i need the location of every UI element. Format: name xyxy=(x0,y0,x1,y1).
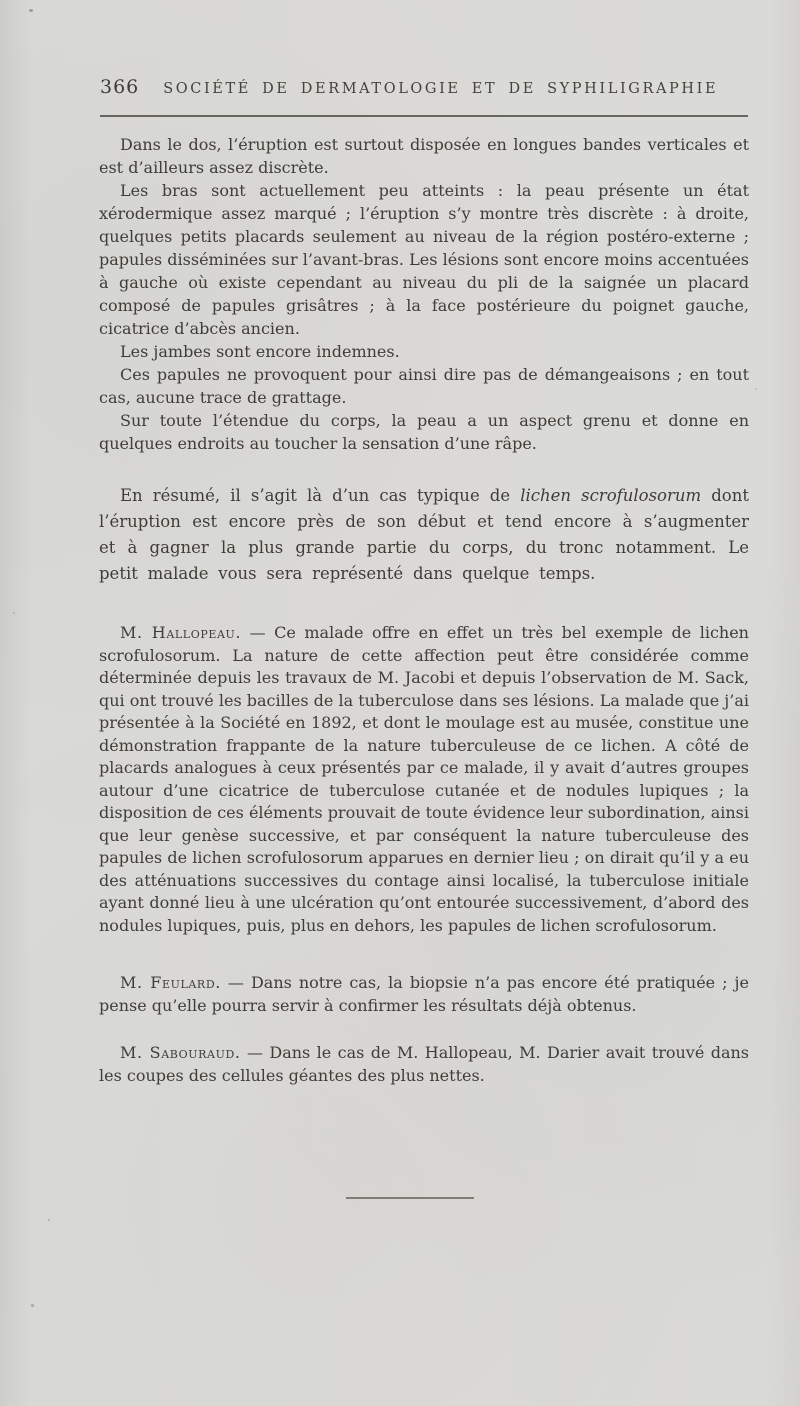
resume-lead: En résumé, il s’agit là d’un cas typique de xyxy=(120,486,521,505)
paragraph-jambes: Les jambes sont encore indemnes. xyxy=(120,342,400,361)
discussion-feulard xyxy=(99,972,749,1017)
discussion-hallopeau xyxy=(99,622,749,937)
speaker-hallopeau: M. Hallopeau. xyxy=(120,623,242,642)
scan-speck xyxy=(29,9,33,12)
page-body xyxy=(99,133,749,1087)
paragraph-papules: Ces papules ne provoquent pour ainsi dire pas de démangeaisons ; en tout cas, aucune trace de grattage. xyxy=(99,365,749,407)
speaker-sabouraud: M. Sabouraud. xyxy=(120,1043,241,1062)
paragraph-bras: Les bras sont actuellement peu atteints : la peau présente un état xérodermique assez marqué ; l’éruption s’y montre très discrète : à droite, quelques petits placards seulement au niveau de la région postéro-externe ; papules disséminées sur l’avant-bras. Les lésions sont encore moins accentuées à gauche où existe cependant au niveau du pli de la saignée un placard composé de papules grisâtres ; à la face postérieure du poignet gauche, cicatrice d’abcès ancien. xyxy=(99,181,749,338)
scan-speck xyxy=(48,1219,50,1221)
term-lichen-scrofulosorum: lichen scrofulosorum xyxy=(520,486,702,505)
speech-feulard: — Dans notre cas, la biopsie n’a pas encore été pratiquée ; je pense qu’elle pourra servir à confirmer les résultats déjà obtenus. xyxy=(99,973,749,1015)
page-header xyxy=(100,76,750,98)
section-end-divider xyxy=(346,1197,474,1199)
discussion-sabouraud xyxy=(99,1042,749,1087)
scan-speck xyxy=(31,1304,34,1307)
paragraph-resume xyxy=(99,483,749,587)
header-rule xyxy=(100,115,748,117)
paragraph-peau: Sur toute l’étendue du corps, la peau a un aspect grenu et donne en quelques endroits au toucher la sensation d’une râpe. xyxy=(99,411,749,453)
paragraph-dos: Dans le dos, l’éruption est surtout disposée en longues bandes verticales et est d’ailleurs assez discrète. xyxy=(99,135,749,177)
speech-hallopeau: — Ce malade offre en effet un très bel exemple de lichen scrofulosorum. La nature de cette affection peut être considérée comme déterminée depuis les travaux de M. Jacobi et depuis l’observation de M. Sack, qui ont trouvé les bacilles de la tuberculose dans ses lésions. La malade que j’ai présentée à la Société en 1892, et dont le moulage est au musée, constitue une démonstration frappante de la nature tuberculeuse de ce lichen. A côté de placards analogues à ceux présentés par ce malade, il y avait d’autres groupes autour d’une cicatrice de tuberculose cutanée et de nodules lupiques ; la disposition de ces éléments prouvait de toute évidence leur subordination, ainsi que leur genèse successive, et par conséquent la nature tuberculeuse des papules de lichen scrofulosorum apparues en dernier lieu ; on dirait qu’il y a eu des atténuations successives du contage ainsi localisé, la tuberculose initiale ayant donné lieu à une ulcération qu’ont entourée successivement, d’abord des nodules lupiques, puis, plus en dehors, les papules de lichen scrofulosorum. xyxy=(99,623,749,935)
scan-speck xyxy=(13,612,15,614)
speech-sabouraud: — Dans le cas de M. Hallopeau, M. Darier avait trouvé dans les coupes des cellules géantes des plus nettes. xyxy=(99,1043,749,1085)
running-title: SOCIÉTÉ DE DERMATOLOGIE ET DE SYPHILIGRAPHIE xyxy=(163,81,719,97)
speaker-feulard: M. Feulard. xyxy=(120,973,221,992)
page-number: 366 xyxy=(100,76,140,98)
resume-rest: dont l’éruption est encore près de son début et tend encore à s’augmenter et à gagner la plus grande partie du corps, du tronc notamment. Le petit malade vous sera représenté dans quelque temps. xyxy=(99,486,749,583)
scan-speck xyxy=(755,388,757,390)
